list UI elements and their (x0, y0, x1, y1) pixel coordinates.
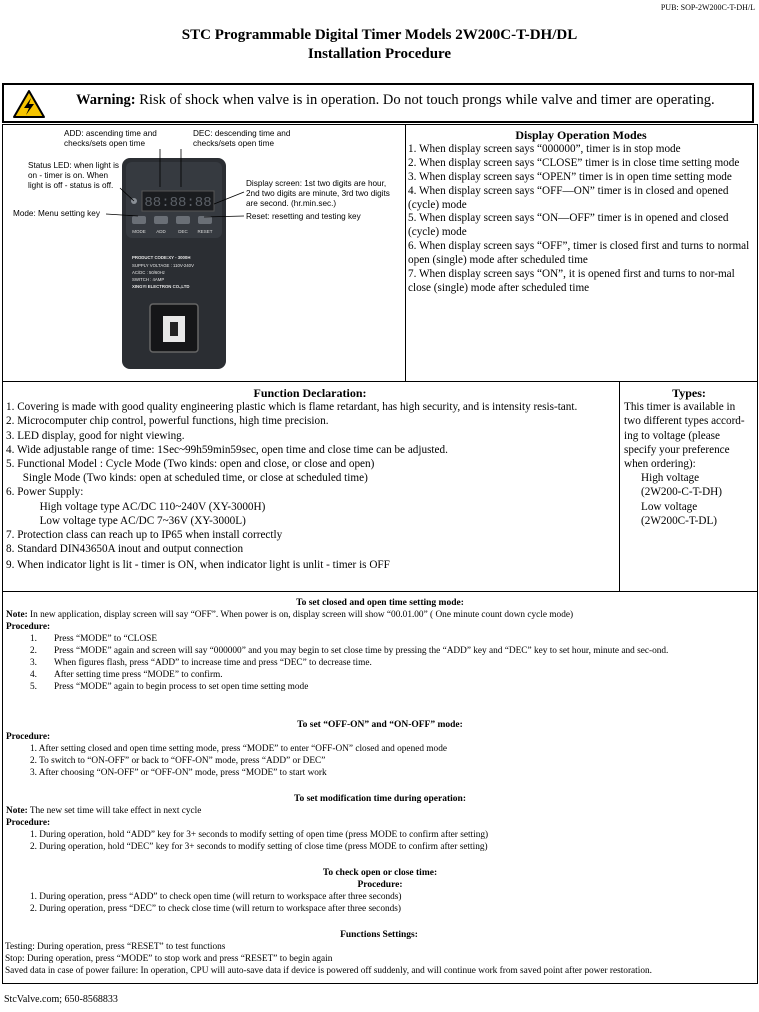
procedure-heading: To set “OFF-ON” and “ON-OFF” mode: (297, 720, 463, 730)
display-mode-item: 4. When display screen says “OFF—ON” timer is in closed and opened (cycle) mode (408, 184, 729, 211)
display-mode-item: 2. When display screen says “CLOSE” timer is in close time setting mode (408, 156, 740, 169)
procedure-heading: Functions Settings: (340, 930, 418, 940)
display-mode-item: 6. When display screen says “OFF”, timer is closed first and turns to normal open (single) mode after scheduled time (408, 240, 750, 267)
svg-text:ADD: ADD (156, 229, 166, 234)
publication-code: PUB: SOP-2W200C-T-DH/L (660, 3, 755, 12)
procedure-modification (6, 793, 754, 853)
procedure-check-time (6, 867, 754, 915)
device-display-digits: 88:88:88 (144, 195, 212, 211)
warning-box (2, 83, 754, 123)
svg-text:PRODUCT CODE:XY - 3000H: PRODUCT CODE:XY - 3000H (132, 255, 191, 260)
procedure-note: Note: In new application, display screen will say “OFF”. When power is on, display screen will show “00.01.00” ( One minute count down cycle mode) (6, 610, 574, 620)
device-add-button (154, 216, 168, 224)
title-line-1: STC Programmable Digital Timer Models 2W200C-T-DH/DL (181, 27, 578, 43)
display-modes-heading: Display Operation Modes (515, 128, 647, 142)
types-intro: This timer is available in two different types accord-ing to voltage (please specify your preference when ordering): (624, 401, 745, 471)
procedure-step: 1. After setting closed and open time setting mode, press “MODE” to enter “OFF-ON” closed and opened mode (30, 744, 447, 754)
procedure-label: Procedure: (6, 732, 51, 742)
types-high: High voltage (641, 472, 700, 485)
procedure-label: Procedure: (357, 880, 403, 890)
types-low: Low voltage (641, 500, 698, 513)
svg-text:SUPPLY VOLTAGE : 110V-240V: SUPPLY VOLTAGE : 110V-240V (132, 263, 194, 268)
device-reset-button (198, 216, 212, 224)
function-item: High voltage type AC/DC 110~240V (XY-3000H) (6, 500, 266, 513)
footer-contact: StcValve.com; 650-8568833 (4, 994, 118, 1005)
document-title (0, 26, 759, 64)
svg-text:SWITCH : 4AMP: SWITCH : 4AMP (132, 277, 165, 282)
svg-text:MODE: MODE (132, 229, 146, 234)
function-declaration-panel (6, 386, 614, 573)
label-add: ADD: ascending time and checks/sets open time (64, 129, 157, 148)
procedure-step: 1. Press “MODE” to “CLOSE (30, 634, 158, 644)
function-item: Low voltage type AC/DC 7~36V (XY-3000L) (6, 514, 246, 527)
label-display: Display screen: 1st two digits are hour, 2nd two digits are minute, 3rd two digits are second. (hr.min.sec.) (246, 179, 390, 208)
procedure-step: 5. Press “MODE” again to begin process to set open time setting mode (30, 682, 309, 692)
procedure-off-on (6, 719, 754, 779)
procedure-step: 3. After choosing “ON-OFF” or “OFF-ON” mode, press “MODE” to start work (30, 768, 327, 778)
procedure-step: 2. To switch to “ON-OFF” or back to “OFF-ON” mode, press “ADD” or DEC” (30, 756, 326, 766)
procedure-closed-open (6, 597, 754, 693)
function-item: 7. Protection class can reach up to IP65 when install correctly (6, 529, 283, 542)
setting-item: Saved data in case of power failure: In operation, CPU will auto-save data if device is powered off suddenly, and will continue work from saved point after power restoration. (5, 966, 652, 976)
types-heading: Types: (672, 386, 706, 400)
title-line-2: Installation Procedure (307, 46, 452, 62)
procedure-note: Note: The new set time will take effect in next cycle (6, 806, 202, 816)
label-mode: Mode: Menu setting key (13, 209, 100, 218)
device-mode-button (132, 216, 146, 224)
display-mode-item: 1. When display screen says “000000”, timer is in stop mode (408, 142, 681, 155)
procedure-step: 4. After setting time press “MODE” to confirm. (30, 670, 223, 680)
function-item: 1. Covering is made with good quality engineering plastic which is flame retardant, has high security, and is intensity resis-tant. (6, 401, 578, 414)
procedure-label: Procedure: (6, 818, 51, 828)
function-item: 9. When indicator light is lit - timer is ON, when indicator light is unlit - timer is OFF (6, 559, 390, 572)
display-modes-panel (408, 129, 754, 296)
types-low-model: (2W200C-T-DL) (641, 514, 718, 527)
procedure-heading: To set modification time during operation: (294, 794, 466, 804)
warning-label: Warning: (76, 92, 136, 108)
warning-text (76, 92, 715, 109)
svg-text:AC/DC : 50/60Hz: AC/DC : 50/60Hz (132, 270, 165, 275)
procedure-step: 2. During operation, press “DEC” to check close time (will return to workspace after three seconds) (30, 904, 401, 914)
label-status-led: Status LED: when light is on - timer is on. When light is off - status is off. (28, 161, 120, 190)
procedure-step: 1. During operation, press “ADD” to check open time (will return to workspace after three seconds) (30, 892, 402, 902)
svg-text:XINGYI ELECTRON CO.,LTD: XINGYI ELECTRON CO.,LTD (132, 284, 190, 289)
types-high-model: (2W200-C-T-DH) (641, 486, 722, 499)
warning-message: Risk of shock when valve is in operation. Do not touch prongs while valve and timer are operating. (135, 92, 715, 108)
svg-text:RESET: RESET (197, 229, 213, 234)
function-heading: Function Declaration: (253, 386, 367, 400)
display-mode-item: 5. When display screen says “ON—OFF” timer is in opened and closed (cycle) mode (408, 212, 729, 239)
svg-text:DEC: DEC (178, 229, 188, 234)
function-item: 3. LED display, good for night viewing. (6, 429, 185, 442)
types-panel (624, 386, 754, 528)
procedure-heading: To set closed and open time setting mode: (296, 598, 464, 608)
display-mode-item: 3. When display screen says “OPEN” timer is in open time setting mode (408, 170, 732, 183)
display-mode-item: 7. When display screen says “ON”, it is opened first and turns to nor-mal close (single) mode after scheduled time (408, 268, 735, 294)
function-item: 2. Microcomputer chip control, powerful functions, high time precision. (6, 415, 329, 428)
setting-item: Stop: During operation, press “MODE” to stop work and press “RESET” to begin again (5, 954, 333, 964)
procedure-step: 3. When figures flash, press “ADD” to increase time and press “DEC” to decrease time. (30, 658, 372, 668)
procedure-step: 2. During operation, hold “DEC” key for 3+ seconds to modify setting of close time (press MODE to confirm after setting) (30, 842, 488, 852)
function-item: 5. Functional Model : Cycle Mode (Two kinds: open and close, or close and open) (6, 458, 375, 471)
label-reset: Reset: resetting and testing key (246, 212, 361, 221)
procedure-step: 2. Press “MODE” again and screen will say “000000” and you may begin to set close time by pressing the “ADD” key and “DEC” key to set hour, minute and sec-ond. (30, 646, 669, 656)
high-voltage-warning-icon (12, 89, 46, 119)
procedure-heading: To check open or close time: (322, 868, 438, 878)
device-dec-button (176, 216, 190, 224)
function-item: 4. Wide adjustable range of time: 1Sec~99h59min59sec, open time and close time can be adjusted. (6, 443, 448, 456)
function-item: 6. Power Supply: (6, 486, 84, 499)
procedure-step: 1. During operation, hold “ADD” key for 3+ seconds to modify setting of open time (press MODE to confirm after setting) (30, 830, 489, 840)
label-dec: DEC: descending time and checks/sets open time (193, 129, 291, 148)
procedure-functions-settings (5, 929, 753, 977)
timer-device-image (120, 156, 228, 371)
function-item: Single Mode (Two kinds: open at scheduled time, or close at scheduled time) (6, 472, 368, 485)
status-led-icon (131, 198, 137, 204)
procedure-label: Procedure: (6, 622, 51, 632)
setting-item: Testing: During operation, press “RESET” to test functions (5, 942, 226, 952)
function-item: 8. Standard DIN43650A inout and output connection (6, 543, 244, 556)
